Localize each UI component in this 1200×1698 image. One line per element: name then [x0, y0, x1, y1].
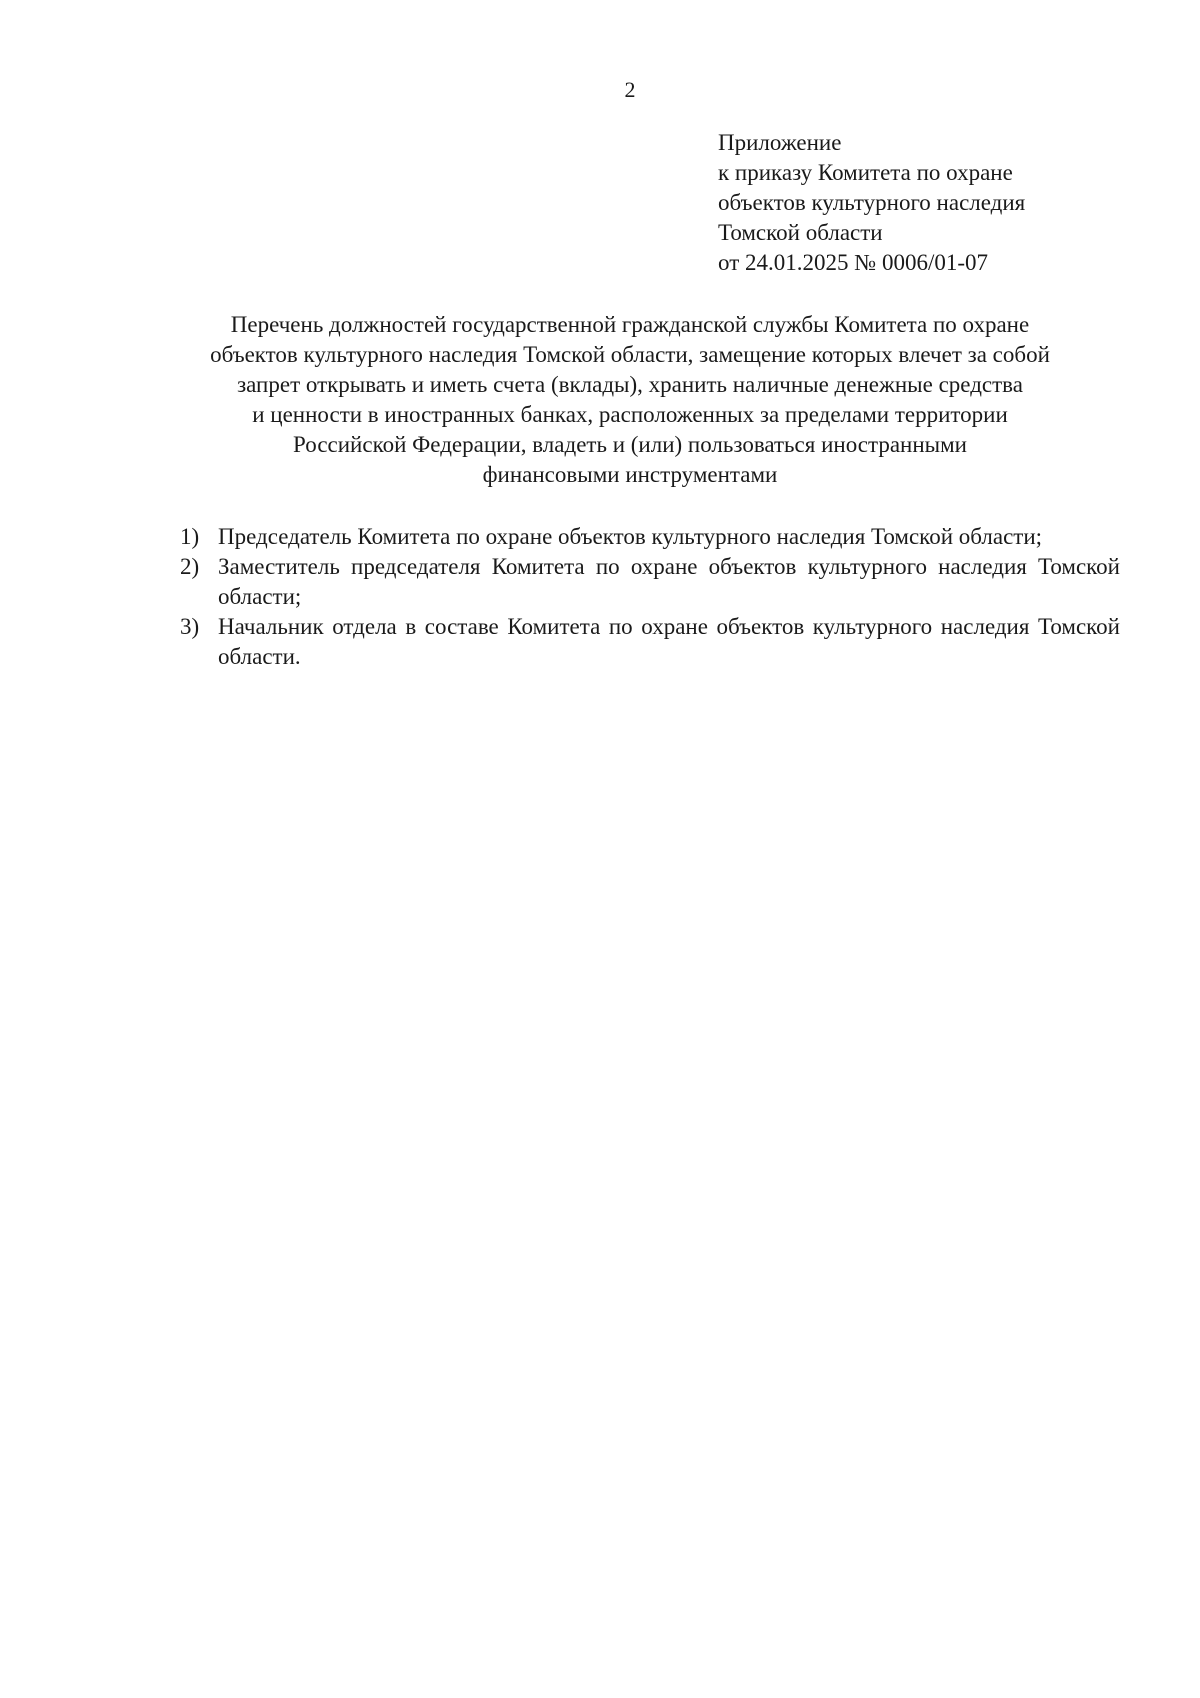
positions-list	[170, 522, 1120, 672]
appendix-line: к приказу Комитета по охране	[718, 160, 1013, 185]
appendix-line: объектов культурного наследия	[718, 190, 1026, 215]
title-line: финансовыми инструментами	[482, 462, 778, 487]
list-item	[170, 552, 1120, 612]
title-line: Перечень должностей государственной гражданской службы Комитета по охране	[230, 312, 1030, 337]
list-item-number: 2)	[180, 554, 200, 579]
list-item-text: Заместитель председателя Комитета по охране объектов культурного наследия Томской области;	[218, 554, 1120, 609]
list-item-number: 1)	[180, 524, 200, 549]
list-item-text: Председатель Комитета по охране объектов культурного наследия Томской области;	[218, 524, 1043, 549]
list-item-number: 3)	[180, 614, 200, 639]
title-line: Российской Федерации, владеть и (или) пользоваться иностранными	[293, 432, 967, 457]
title-line: запрет открывать и иметь счета (вклады), хранить наличные денежные средства	[237, 372, 1023, 397]
page-number: 2	[624, 77, 636, 102]
list-item-text: Начальник отдела в составе Комитета по охране объектов культурного наследия Томской области.	[218, 614, 1120, 669]
title-line: объектов культурного наследия Томской области, замещение которых влечет за собой	[210, 342, 1050, 367]
list-item	[170, 522, 1120, 552]
list-item	[170, 612, 1120, 672]
appendix-line: Томской области	[718, 220, 883, 245]
document-title	[130, 310, 1130, 490]
appendix-header	[718, 128, 1138, 278]
appendix-line: от 24.01.2025 № 0006/01-07	[718, 250, 988, 275]
title-line: и ценности в иностранных банках, расположенных за пределами территории	[252, 402, 1008, 427]
appendix-line: Приложение	[718, 130, 842, 155]
